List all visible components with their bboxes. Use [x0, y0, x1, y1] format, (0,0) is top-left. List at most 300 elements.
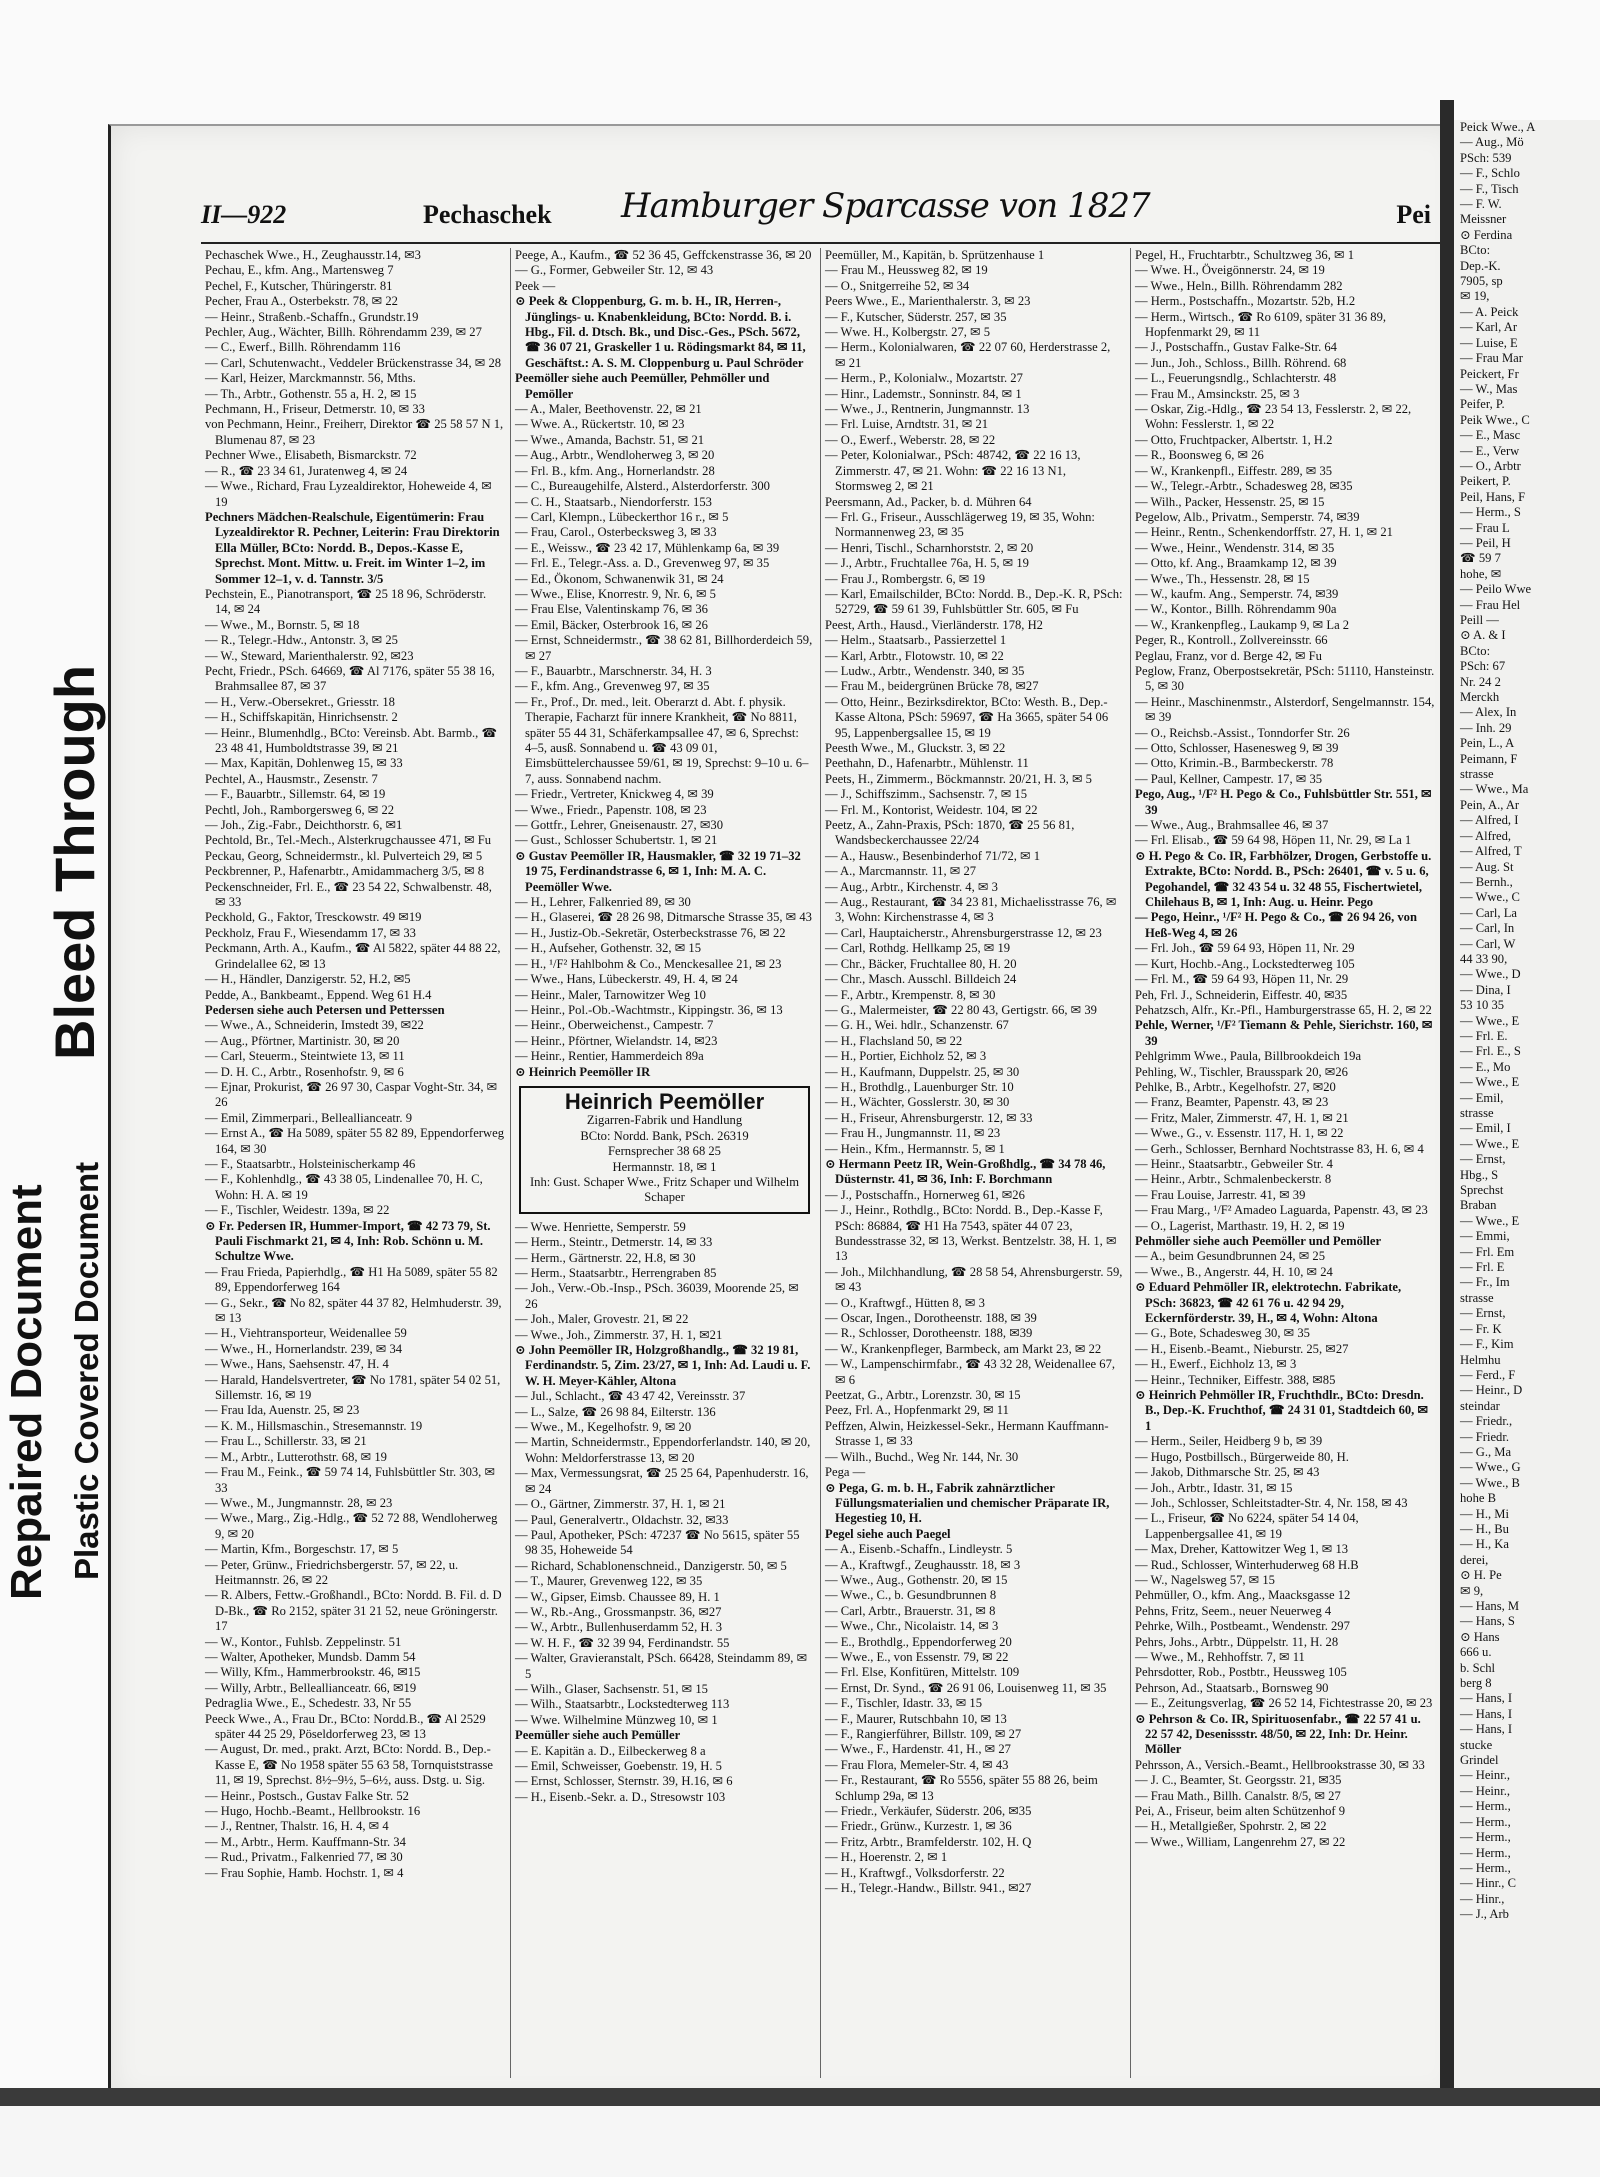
directory-entry: — F., Rangierführer, Billstr. 109, ✉ 27	[825, 1727, 1022, 1741]
directory-entry: — W., Nagelsweg 57, ✉ 15	[1135, 1572, 1275, 1587]
directory-entry: Pechner Wwe., Elisabeth, Bismarckstr. 72	[205, 448, 417, 463]
next-page-entry: Nr. 24 2	[1460, 674, 1501, 689]
next-page-entry: — Frl. E	[1460, 1260, 1505, 1275]
directory-entry: — J., Postschaffn., Gustav Falke-Str. 64	[1135, 340, 1337, 355]
directory-entry: — Joh., Schlosser, Schleitstadter-Str. 4, Nr. 158, ✉ 43	[1135, 1495, 1408, 1510]
directory-entry: — H., Wächter, Gosslerstr. 30, ✉ 30	[825, 1095, 1010, 1110]
directory-entry: — D. H. C., Arbtr., Rosenhofstr. 9, ✉ 6	[205, 1064, 404, 1079]
next-page-entry: ✉ 9,	[1460, 1583, 1484, 1598]
directory-entry: — Willy, Arbtr., Belleallianceatr. 66, ✉19	[205, 1680, 417, 1695]
directory-entry: — Wilh., Packer, Hessenstr. 25, ✉ 15	[1135, 494, 1325, 509]
directory-entry: Pecher, Frau A., Osterbekstr. 78, ✉ 22	[205, 294, 398, 309]
next-page-entry: strasse	[1460, 1290, 1494, 1305]
directory-entry: Peglow, Franz, Oberpostsekretär, PSch: 51110, Hansteinstr. 5, ✉ 30	[1135, 663, 1435, 694]
directory-entry: — Carl, Rothdg. Hellkamp 25, ✉ 19	[825, 941, 1011, 956]
ad-line5: Inh: Gust. Schaper Wwe., Fritz Schaper und Wilhelm Schaper	[529, 1174, 800, 1205]
next-page-entry: ⊙ Hans	[1460, 1629, 1500, 1644]
directory-entry: — E., Weissw., ☎ 23 42 17, Mühlenkamp 6a, ✉ 39	[515, 540, 780, 555]
directory-entry: — Paul, Generalvertr., Oldachstr. 32, ✉33	[515, 1512, 729, 1527]
directory-entry: Pechtold, Br., Tel.-Mech., Alsterkrugchaussee 471, ✉ Fu	[205, 833, 492, 848]
directory-entry: — Friedr., Vertreter, Knickweg 4, ✉ 39	[515, 787, 714, 802]
directory-entry: Pechstein, E., Pianotransport, ☎ 25 18 96, Schröderstr. 14, ✉ 24	[205, 586, 487, 617]
ad-line1: Zigarren-Fabrik und Handlung	[586, 1113, 743, 1128]
next-page-entry: Sprechst	[1460, 1183, 1504, 1198]
directory-entry: — W. H. F., ☎ 32 39 94, Ferdinandstr. 55	[515, 1635, 730, 1650]
directory-entry: — Joh., Zig.-Fabr., Deichthorstr. 6, ✉1	[205, 818, 403, 833]
directory-entry: Pego, Aug., ¹/F² H. Pego & Co., Fuhlsbüttler Str. 551, ✉ 39	[1135, 787, 1432, 817]
column-1	[201, 248, 511, 2078]
directory-entry: — Ernst, Schlosser, Sternstr. 39, H.16, ✉ 6	[515, 1774, 733, 1789]
directory-entry: — Frau Ida, Auenstr. 25, ✉ 23	[205, 1403, 360, 1418]
directory-entry: — W., Krankenpfleg., Laukamp 9, ✉ La 2	[1135, 617, 1350, 632]
directory-entry: — Wwe., William, Langenrehm 27, ✉ 22	[1135, 1834, 1346, 1849]
next-page-entry: — Heinr.,	[1460, 1768, 1511, 1783]
next-page-entry: b. Schl	[1460, 1660, 1495, 1675]
directory-entry: — A., Kraftwgf., Zeughausstr. 18, ✉ 3	[825, 1557, 1021, 1572]
directory-entry: — Carl, Arbtr., Brauerstr. 31, ✉ 8	[825, 1603, 996, 1618]
next-page-entry: — E., Masc	[1460, 428, 1521, 443]
next-page-entry: ✉ 19,	[1460, 289, 1490, 304]
directory-entry: — Ernst, Dr. Synd., ☎ 26 91 06, Louisenweg 11, ✉ 35	[825, 1680, 1107, 1695]
directory-entry: — R., ☎ 23 34 61, Juratenweg 4, ✉ 24	[205, 463, 408, 478]
directory-entry: — C., Bureaugehilfe, Alsterd., Alsterdorferstr. 300	[515, 479, 770, 494]
directory-entry: — Wilh., Glaser, Sachsenstr. 51, ✉ 15	[515, 1681, 708, 1696]
directory-entry: Pehrs, Johs., Arbtr., Düppelstr. 11, H. 28	[1135, 1634, 1339, 1649]
directory-entry: Peckenschneider, Frl. E., ☎ 23 54 22, Schwalbenstr. 48, ✉ 33	[205, 879, 492, 910]
directory-entry: ⊙ Pega, G. m. b. H., Fabrik zahnärztlicher Füllungsmaterialien und chemischer Präparate IR, Hegestieg 10, H.	[825, 1480, 1110, 1526]
next-page-entry: — Wwe., E	[1460, 1013, 1520, 1028]
directory-entry: Peersmann, Ad., Packer, b. d. Mühren 64	[825, 494, 1032, 509]
next-page-entry: — Frl. Em	[1460, 1244, 1515, 1259]
directory-entry: Peez, Frl. A., Hopfenmarkt 29, ✉ 11	[825, 1403, 1009, 1418]
directory-entry: Pehrsson, A., Versich.-Beamt., Hellbrookstrasse 30, ✉ 33	[1135, 1757, 1425, 1772]
column-2	[511, 248, 821, 2078]
directory-entry: — H., Kraftwgf., Volksdorferstr. 22	[825, 1865, 1005, 1880]
directory-entry: Pechtel, A., Hausmstr., Zesenstr. 7	[205, 771, 378, 786]
next-page-entry: — F., Tisch	[1460, 181, 1519, 196]
directory-entry: — Oscar, Ingen., Dorotheenstr. 188, ✉ 39	[825, 1311, 1037, 1326]
next-page-entry: Pein, L., A	[1460, 736, 1515, 751]
directory-entry: — A., Maler, Beethovenstr. 22, ✉ 21	[515, 402, 702, 417]
directory-entry: — Max, Dreher, Kattowitzer Weg 1, ✉ 13	[1135, 1542, 1349, 1557]
directory-entry: von Pechmann, Heinr., Freiherr, Direktor ☎ 25 58 57 N 1, Blumenau 87, ✉ 23	[205, 417, 504, 447]
directory-entry: — K. M., Hillsmaschin., Stresemannstr. 19	[205, 1418, 423, 1433]
next-page-entry: strasse	[1460, 767, 1494, 782]
directory-entry: — Ed., Ökonom, Schwanenwik 31, ✉ 24	[515, 571, 724, 586]
next-page-entry: — Frau L	[1460, 520, 1510, 535]
next-page-entry: — Wwe., B	[1460, 1475, 1520, 1490]
directory-entry: — F., kfm. Ang., Grevenweg 97, ✉ 35	[515, 679, 710, 694]
directory-entry: — H., Friseur, Ahrensburgerstr. 12, ✉ 33	[825, 1110, 1033, 1125]
bleed-through-label: Bleed Through	[43, 664, 106, 1060]
directory-entry: — Fr., Restaurant, ☎ Ro 5556, später 55 88 26, beim Schlump 29a, ✉ 13	[825, 1773, 1098, 1803]
directory-entry: — L., Salze, ☎ 26 98 84, Eilterstr. 136	[515, 1404, 716, 1419]
directory-entry: — M., Arbtr., Lutterothstr. 68, ✉ 19	[205, 1449, 387, 1464]
directory-entry: — F., Maurer, Rutschbahn 10, ✉ 13	[825, 1711, 1007, 1726]
next-page-entry: — F., Schlo	[1460, 166, 1520, 181]
directory-entry: — Wwe., Aug., Brahmsallee 46, ✉ 37	[1135, 818, 1329, 833]
next-page-entry: — Frl. E.	[1460, 1028, 1508, 1043]
directory-entry: — Heinr., Rentn., Schenkendorffstr. 27, H. 1, ✉ 21	[1135, 525, 1393, 540]
next-page-entry: — Herm.,	[1460, 1830, 1511, 1845]
directory-entry: — Wwe., A., Schneiderin, Imstedt 39, ✉22	[205, 1018, 424, 1033]
directory-entry: — Ejnar, Prokurist, ☎ 26 97 30, Caspar Voght-Str. 34, ✉ 26	[205, 1079, 498, 1110]
directory-entry: — Wwe., Friedr., Papenstr. 108, ✉ 23	[515, 802, 707, 817]
directory-entry: — Wwe., F., Hardenstr. 41, H., ✉ 27	[825, 1742, 1011, 1757]
directory-entry: — Herm., Steintr., Detmerstr. 14, ✉ 33	[515, 1235, 713, 1250]
next-page-entry: — Hans, M	[1460, 1599, 1520, 1613]
directory-entry: — Heinr., Maler, Tarnowitzer Weg 10	[515, 987, 706, 1002]
next-page-entry: — Karl, Ar	[1460, 320, 1518, 335]
next-page-entry: — Herm.,	[1460, 1860, 1511, 1875]
directory-entry: — Pego, Heinr., ¹/F² H. Pego & Co., ☎ 26 94 26, von Heß-Weg 4, ✉ 26	[1135, 910, 1417, 940]
next-page-entry: ☎ 59 7	[1460, 551, 1501, 566]
directory-entry: Pedde, A., Bankbeamt., Eppend. Weg 61 H.4	[205, 987, 432, 1002]
next-page-entry: — Wwe., Ma	[1460, 782, 1529, 797]
directory-entry: Pehling, W., Tischler, Brausspark 20, ✉26	[1135, 1064, 1348, 1079]
next-page-entry: — Inh. 29	[1460, 720, 1512, 735]
directory-entry: — Wwe., Aug., Gothenstr. 20, ✉ 15	[825, 1572, 1008, 1587]
directory-entry: — F., Tischler, Idastr. 33, ✉ 15	[825, 1696, 983, 1711]
range-end: Pei	[1396, 200, 1431, 229]
directory-entry: — J. C., Beamter, St. Georgsstr. 21, ✉35	[1135, 1773, 1342, 1788]
next-page-entry: ⊙ H. Pe	[1460, 1568, 1502, 1583]
directory-entry: — Wilh., Staatsarbtr., Lockstedterweg 113	[515, 1697, 730, 1712]
next-page-entry: Peil, Hans, F	[1460, 489, 1526, 504]
directory-entry: Peest, Arth., Hausd., Vierländerstr. 178, H2	[825, 617, 1043, 632]
directory-entry: — Wwe., Heln., Billh. Röhrendamm 282	[1135, 278, 1343, 293]
next-page-entry: — O., Arbtr	[1460, 458, 1521, 473]
next-page-entry: ⊙ A. & I	[1460, 628, 1506, 643]
directory-entry: — R., Boonsweg 6, ✉ 26	[1135, 448, 1264, 463]
directory-entry: — O., Kraftwgf., Hütten 8, ✉ 3	[825, 1295, 985, 1310]
page-fold	[1440, 100, 1454, 2100]
next-page-entry: Helmhu	[1460, 1352, 1501, 1367]
directory-entry: — Herm., Staatsarbtr., Herrengraben 85	[515, 1266, 717, 1280]
next-page-entry: Peifer, P.	[1460, 397, 1505, 412]
directory-entry: — Martin, Kfm., Borgeschstr. 17, ✉ 5	[205, 1542, 399, 1557]
directory-entry: — Otto, Krimin.-B., Barmbeckerstr. 78	[1135, 756, 1334, 771]
directory-entry: — L., Friseur, ☎ No 6224, später 54 14 04, Lappenbergsallee 41, ✉ 19	[1135, 1511, 1359, 1541]
directory-entry: ⊙ Pehrson & Co. IR, Spirituosenfabr., ☎ 22 57 41 u. 22 57 42, Desenissstr. 48/50, ✉ 22, Inh: Dr. Heinr. Möller	[1135, 1711, 1421, 1757]
directory-entry: Peger, R., Kontroll., Zollvereinsstr. 66	[1135, 633, 1328, 648]
directory-entry: — Ernst A., ☎ Ha 5089, später 55 82 89, Eppendorferweg 164, ✉ 30	[205, 1126, 504, 1156]
directory-entry: — T., Maurer, Grevenweg 122, ✉ 35	[515, 1574, 703, 1589]
directory-entry: — M., Arbtr., Herm. Kauffmann-Str. 34	[205, 1834, 406, 1849]
directory-entry: — O., Ewerf., Weberstr. 28, ✉ 22	[825, 432, 996, 447]
directory-entry: — Rud., Schlosser, Winterhuderweg 68 H.B	[1135, 1557, 1359, 1572]
directory-entry: Pehrsdotter, Rob., Postbtr., Heussweg 105	[1135, 1665, 1347, 1680]
directory-entry: — Wwe., M., Jungmannstr. 28, ✉ 23	[205, 1495, 393, 1510]
directory-entry: Pehrson, Ad., Staatsarb., Bornsweg 90	[1135, 1680, 1329, 1695]
directory-entry: — C. H., Staatsarb., Niendorferstr. 153	[515, 494, 712, 509]
directory-entry: — Frau M., Amsinckstr. 25, ✉ 3	[1135, 386, 1300, 401]
scan-bottom-margin	[0, 2106, 1600, 2177]
next-page-entry: — Ernst,	[1460, 1306, 1506, 1321]
next-page-entry: — Fr. K	[1460, 1321, 1502, 1336]
directory-entry: — Frl. Luise, Arndtstr. 31, ✉ 21	[825, 417, 989, 432]
directory-entry: — G., Bote, Schadesweg 30, ✉ 35	[1135, 1326, 1310, 1341]
directory-entry: — Wwe. Wilhelmine Münzweg 10, ✉ 1	[515, 1712, 718, 1727]
directory-entry: — Frau Louise, Jarrestr. 41, ✉ 39	[1135, 1187, 1306, 1202]
directory-entry: — H., Viehtransporteur, Weidenallee 59	[205, 1326, 407, 1341]
directory-entry: — Frau J., Rombergstr. 6, ✉ 19	[825, 571, 986, 586]
directory-entry: — G. H., Wei. hdlr., Schanzenstr. 67	[825, 1018, 1009, 1033]
directory-entry: — H., Ewerf., Eichholz 13, ✉ 3	[1135, 1357, 1297, 1372]
directory-entry: Pechmann, H., Friseur, Detmerstr. 10, ✉ 33	[205, 402, 425, 417]
next-page-entry: PSch: 67	[1460, 659, 1506, 674]
next-page-entry: — Heinr., D	[1460, 1383, 1523, 1398]
directory-entry: Pehlgrimm Wwe., Paula, Billbrookdeich 19a	[1135, 1049, 1362, 1064]
directory-entry: — J., Postschaffn., Hornerweg 61, ✉26	[825, 1187, 1025, 1202]
directory-entry: ⊙ Heinrich Peemöller IR	[515, 1064, 651, 1079]
next-page-entry: Merckh	[1460, 690, 1500, 705]
directory-entry: — J., Schiffszimm., Sachsenstr. 7, ✉ 15	[825, 787, 1028, 802]
directory-entry: — Herm., Gärtnerstr. 22, H.8, ✉ 30	[515, 1250, 696, 1265]
directory-entry: ⊙ John Peemöller IR, Holzgroßhandlg., ☎ 32 19 81, Ferdinandstr. 5, Zim. 23/27, ✉ 1, Inh: Ad. Laudi u. F. W. H. Meyer-Kähler, Altona	[515, 1343, 811, 1388]
directory-entry: — Helm., Staatsarb., Passierzettel 1	[825, 633, 1007, 648]
directory-entry: — Heinr., Straßenb.-Schaffn., Grundstr.19	[205, 309, 419, 324]
directory-entry: — Peter, Kolonialwar., PSch: 48742, ☎ 22 16 13, Zimmerstr. 47, ✉ 21. Wohn: ☎ 22 16 13 N1, Stormsweg 2, ✉ 21	[825, 448, 1081, 494]
directory-entry: — Friedr., Verkäufer, Süderstr. 206, ✉35	[825, 1804, 1032, 1819]
directory-entry: — Otto, kf. Ang., Braamkamp 12, ✉ 39	[1135, 556, 1337, 571]
directory-entry: — Wwe., M., Kegelhofstr. 9, ✉ 20	[515, 1420, 692, 1435]
directory-entry: — L., Feuerungsndlg., Schlachterstr. 48	[1135, 371, 1337, 386]
directory-entry: — G., Malermeister, ☎ 22 80 43, Gertigstr. 66, ✉ 39	[825, 1002, 1097, 1017]
next-page-entry: Grindel	[1460, 1753, 1499, 1768]
directory-entry: — Frau M., beidergrünen Brücke 78, ✉27	[825, 679, 1039, 694]
next-page-entry: 44 33 90,	[1460, 951, 1508, 966]
directory-entry: — Gerh., Schlosser, Bernhard Nochtstrasse 83, H. 6, ✉ 4	[1135, 1141, 1424, 1156]
directory-entry: Peeck Wwe., A., Frau Dr., BCto: Nordd.B., ☎ Al 2529 später 44 25 29, Pöseldorferweg 23, ✉ 13	[205, 1711, 486, 1741]
directory-entry: — Aug., Arbtr., Wendloherweg 3, ✉ 20	[515, 448, 715, 463]
directory-entry: — Hugo, Hochb.-Beamt., Hellbrookstr. 16	[205, 1804, 421, 1819]
next-page-entry: — Herm.,	[1460, 1799, 1511, 1814]
next-page-entry: — J., Arb	[1460, 1907, 1509, 1922]
margin-labels	[0, 0, 120, 2177]
directory-entry: — Walter, Apotheker, Mundsb. Damm 54	[205, 1649, 416, 1664]
directory-entry: — H., Glaserei, ☎ 28 26 98, Ditmarsche Strasse 35, ✉ 43	[515, 910, 812, 925]
directory-entry: — Wwe., H., Hornerlandstr. 239, ✉ 34	[205, 1341, 403, 1356]
next-page-entry: — H., Mi	[1460, 1506, 1509, 1521]
next-page-entry: Braban	[1460, 1198, 1497, 1213]
directory-entry: — Frau Math., Billh. Canalstr. 8/5, ✉ 27	[1135, 1788, 1341, 1803]
next-page-entry: 53 10 35	[1460, 998, 1505, 1013]
directory-entry: — Fritz, Arbtr., Bramfelderstr. 102, H. Q	[825, 1834, 1032, 1849]
directory-entry: — Karl, Emailschilder, BCto: Nordd. B., Dep.-K. R, PSch: 52729, ☎ 59 61 39, Fuhlsbüttler Str. 605, ✉ Fu	[825, 586, 1123, 617]
directory-entry: — Ernst, Schneidermstr., ☎ 38 62 81, Billhorderdeich 59, ✉ 27	[515, 633, 813, 663]
directory-entry: — H., Händler, Danzigerstr. 52, H.2, ✉5	[205, 972, 411, 987]
directory-entry: — Aug., Arbtr., Kirchenstr. 4, ✉ 3	[825, 879, 998, 894]
directory-entry: — Wwe., E., von Essenstr. 79, ✉ 22	[825, 1649, 1009, 1664]
next-page-entry: — Peilo Wwe	[1460, 582, 1532, 597]
directory-entry: — Frau H., Jungmannstr. 11, ✉ 23	[825, 1126, 1001, 1141]
directory-entry: — Carl, Steuerm., Steintwiete 13, ✉ 11	[205, 1049, 405, 1064]
directory-entry: — Th., Arbtr., Gothenstr. 55 a, H. 2, ✉ 15	[205, 386, 417, 401]
directory-entry: Peffzen, Alwin, Heizkessel-Sekr., Hermann Kauffmann-Strasse 1, ✉ 33	[825, 1418, 1109, 1449]
next-page-entry: — Emmi,	[1460, 1229, 1510, 1244]
directory-entry: — H., ¹/F² Hahlbohm & Co., Menckesallee 21, ✉ 23	[515, 956, 782, 971]
directory-entry: — H., Kaufmann, Duppelstr. 25, ✉ 30	[825, 1064, 1020, 1079]
directory-entry: — W., Gipser, Eimsb. Chaussee 89, H. 1	[515, 1589, 720, 1604]
directory-entry: — Wwe., M., Rehhoffstr. 7, ✉ 11	[1135, 1649, 1305, 1664]
directory-entry: — Harald, Handelsvertreter, ☎ No 1781, später 54 02 51, Sillemstr. 16, ✉ 19	[205, 1372, 501, 1403]
directory-entry: — Wwe., Joh., Zimmerstr. 37, H. 1, ✉21	[515, 1327, 723, 1342]
directory-entry: — W., Steward, Marienthalerstr. 92, ✉23	[205, 648, 414, 663]
directory-entry: — Hinr., Lademstr., Sonninstr. 84, ✉ 1	[825, 386, 1022, 401]
directory-entry: — Gottfr., Lehrer, Gneisenaustr. 27, ✉30	[515, 818, 724, 833]
next-page-entry: — Friedr.,	[1460, 1414, 1513, 1429]
next-page-entry: — Heinr.,	[1460, 1783, 1511, 1798]
directory-entry: Pehle, Werner, ¹/F² Tiemann & Pehle, Sierichstr. 160, ✉ 39	[1135, 1018, 1433, 1048]
directory-columns	[201, 248, 1441, 2078]
directory-entry: — Heinr., Techniker, Eiffestr. 388, ✉85	[1135, 1372, 1336, 1387]
directory-entry: — Frl. E., Telegr.-Ass. a. D., Grevenweg 97, ✉ 35	[515, 556, 770, 571]
directory-entry: Peemüller, M., Kapitän, b. Sprützenhause 1	[825, 248, 1045, 262]
directory-entry: Peesth Wwe., M., Gluckstr. 3, ✉ 22	[825, 741, 1006, 755]
directory-entry: Pehmüller, O., kfm. Ang., Maacksgasse 12	[1135, 1588, 1351, 1603]
directory-entry: Pecht, Friedr., PSch. 64669, ☎ Al 7176, später 55 38 16, Brahmsallee 87, ✉ 37	[205, 663, 495, 694]
next-page-entry: — Carl, In	[1460, 921, 1515, 936]
directory-entry: — H., Aufseher, Gothenstr. 32, ✉ 15	[515, 941, 701, 956]
directory-entry: — Emil, Schweisser, Goebenstr. 19, H. 5	[515, 1759, 722, 1773]
directory-entry: — W., Krankenpfleger, Barmbeck, am Markt 23, ✉ 22	[825, 1341, 1102, 1356]
directory-entry: — Franz, Beamter, Papenstr. 43, ✉ 23	[1135, 1095, 1329, 1110]
directory-entry: — Otto, Heinr., Bezirksdirektor, BCto: Westh. B., Dep.-Kasse Altona, PSch: 59697, ☎ Ha 3665, später 54 06 95, Lappenbergsallee 15, ✉ 19	[825, 694, 1109, 740]
directory-entry: Peckau, Georg, Schneidermstr., kl. Pulverteich 29, ✉ 5	[205, 848, 483, 863]
directory-entry: — Heinr., Arbtr., Schmalenbeckerstr. 8	[1135, 1172, 1332, 1187]
next-page-entry: strasse	[1460, 1106, 1494, 1120]
directory-entry: — R. Albers, Fettw.-Großhandl., BCto: Nordd. B. Fil. d. D D-Bk., ☎ Ro 2152, später 31 21 52, neue Gröningerstr. 17	[205, 1588, 502, 1634]
directory-entry: — Wwe. H., Kolbergstr. 27, ✉ 5	[825, 325, 991, 340]
next-page-entry: — H., Bu	[1460, 1521, 1509, 1536]
directory-entry: — W., Lampenschirmfabr., ☎ 43 32 28, Weidenallee 67, ✉ 6	[825, 1357, 1116, 1387]
directory-entry: — Heinr., Oberweichenst., Campestr. 7	[515, 1018, 714, 1033]
directory-entry: — Jun., Joh., Schloss., Billh. Röhrend. 68	[1135, 355, 1347, 370]
directory-entry: — J., Arbtr., Fruchtallee 76a, H. 5, ✉ 19	[825, 556, 1029, 571]
next-page-edge	[1454, 120, 1600, 2100]
next-page-entry: Hbg., S	[1460, 1167, 1499, 1182]
next-page-entry: — Frau Mar	[1460, 351, 1523, 366]
ad-title: Heinrich Peemöller	[564, 1088, 765, 1114]
advertisement-box	[519, 1086, 810, 1214]
directory-entry: — G., Former, Gebweiler Str. 12, ✉ 43	[515, 263, 714, 278]
directory-entry: — W., Krankenpfl., Eiffestr. 289, ✉ 35	[1135, 463, 1333, 478]
directory-entry: — E., Zeitungsverlag, ☎ 26 52 14, Fichtestrasse 20, ✉ 23	[1135, 1696, 1433, 1711]
directory-entry: Peh, Frl. J., Schneiderin, Eiffestr. 40, ✉35	[1135, 987, 1348, 1002]
next-page-entry: BCto:	[1460, 643, 1491, 658]
directory-entry: — Paul, Kellner, Campestr. 17, ✉ 35	[1135, 771, 1323, 786]
next-page-entry: — E., Mo	[1460, 1059, 1511, 1074]
directory-entry: Pegel, H., Fruchtarbtr., Schultzweg 36, ✉ 1	[1135, 248, 1355, 262]
next-page-entry: — F. W.	[1460, 197, 1502, 212]
directory-entry: — W., Kontor., Fuhlsb. Zeppelinstr. 51	[205, 1634, 402, 1649]
directory-entry: Pehmöller siehe auch Peemöller und Pemöller	[1135, 1234, 1382, 1248]
directory-entry: Pechler, Aug., Wächter, Billh. Röhrendamm 239, ✉ 27	[205, 325, 482, 340]
directory-entry: — Paul, Apotheker, PSch: 47237 ☎ No 5615, später 55 98 35, Hoheweide 54	[515, 1527, 800, 1558]
directory-entry: — Max, Kapitän, Dohlenweg 15, ✉ 33	[205, 756, 403, 771]
directory-entry: Peckhold, G., Faktor, Tresckowstr. 49 ✉19	[205, 910, 422, 925]
directory-entry: Peemüller siehe auch Pemüller	[515, 1728, 681, 1743]
directory-entry: Pegel siehe auch Paegel	[825, 1526, 951, 1541]
directory-entry: — F., Kutscher, Süderstr. 257, ✉ 35	[825, 309, 1007, 324]
directory-entry: — A., Hausw., Besenbinderhof 71/72, ✉ 1	[825, 848, 1041, 863]
directory-entry: Peckbrenner, P., Hafenarbtr., Amidammacherg 3/5, ✉ 8	[205, 864, 485, 879]
directory-entry: — O., Reichsb.-Assist., Tonndorfer Str. 26	[1135, 725, 1350, 740]
directory-entry: — Frau Frieda, Papierhdlg., ☎ H1 Ha 5089, später 55 82 89, Eppendorferweg 164	[205, 1264, 498, 1295]
directory-entry: — Wwe., G., v. Essenstr. 117, H. 1, ✉ 22	[1135, 1126, 1344, 1141]
next-page-entry: Pein, A., Ar	[1460, 797, 1520, 812]
next-page-entry: — Frau Hel	[1460, 597, 1521, 612]
directory-entry: — C., Ewerf., Billh. Röhrendamm 116	[205, 340, 401, 355]
directory-entry: — Hugo, Postbillsch., Bürgerweide 80, H.	[1135, 1449, 1349, 1464]
directory-entry: — Wwe. A., Rückertstr. 10, ✉ 23	[515, 417, 685, 432]
directory-entry: Peethahn, D., Hafenarbtr., Mühlenstr. 11	[825, 756, 1029, 771]
directory-entry: — Jakob, Dithmarsche Str. 25, ✉ 43	[1135, 1465, 1320, 1480]
directory-entry: Peers Wwe., E., Marienthalerstr. 3, ✉ 23	[825, 294, 1031, 309]
directory-entry: — Joh., Milchhandlung, ☎ 28 58 54, Ahrensburgerstr. 59, ✉ 43	[825, 1264, 1123, 1295]
directory-entry: — Friedr., Grünw., Kurzestr. 1, ✉ 36	[825, 1819, 1012, 1834]
directory-entry: ⊙ Fr. Pedersen IR, Hummer-Import, ☎ 42 73 79, St. Pauli Fischmarkt 21, ✉ 4, Inh: Rob. Schönn u. M. Schultze Wwe.	[205, 1218, 491, 1264]
directory-entry: ⊙ Hermann Peetz IR, Wein-Großhdlg., ☎ 34 78 46, Düsternstr. 41, ✉ 36, Inh: F. Borchmann	[825, 1156, 1106, 1187]
directory-entry: — Wwe., Elise, Knorrestr. 9, Nr. 6, ✉ 5	[515, 586, 716, 601]
directory-entry: — H., Eisenb.-Sekr. a. D., Stresowstr 103	[515, 1789, 726, 1804]
next-page-entry: — Emil, I	[1460, 1121, 1511, 1136]
directory-entry: — H., Hoerenstr. 2, ✉ 1	[825, 1850, 948, 1865]
ad-line3: Fernsprecher 38 68 25	[608, 1144, 721, 1159]
next-page-entry: — Friedr.	[1460, 1429, 1509, 1444]
directory-entry: — A., beim Gesundbrunnen 24, ✉ 25	[1135, 1249, 1325, 1264]
next-page-entry: ⊙ Ferdina	[1460, 227, 1513, 242]
directory-entry: — Frau Marg., ¹/F² Amadeo Laguarda, Papenstr. 43, ✉ 23	[1135, 1203, 1428, 1218]
next-page-entry: — Carl, La	[1460, 905, 1518, 920]
directory-entry: — Frl. Elisab., ☎ 59 64 98, Höpen 11, Nr. 29, ✉ La 1	[1135, 833, 1412, 848]
directory-entry: — Frau M., Heussweg 82, ✉ 19	[825, 263, 988, 278]
directory-entry: — Wwe., Hans, Lübeckerstr. 49, H. 4, ✉ 24	[515, 972, 738, 987]
directory-entry: Pega —	[825, 1465, 866, 1480]
directory-entry: — Hein., Kfm., Hermannstr. 5, ✉ 1	[825, 1141, 1005, 1156]
directory-entry: — F., Tischler, Weidestr. 139a, ✉ 22	[205, 1203, 390, 1218]
next-page-entry: — H., Ka	[1460, 1537, 1509, 1552]
next-page-entry: — Dina, I	[1460, 982, 1511, 997]
directory-entry: — Martin, Schneidermstr., Eppendorferlandstr. 140, ✉ 20, Wohn: Meldorferstrasse 13, ✉ 20	[515, 1435, 811, 1465]
directory-entry: — Gust., Schlosser Schubertstr. 1, ✉ 21	[515, 833, 718, 848]
directory-entry: — Wwe. H., Öveigönnerstr. 24, ✉ 19	[1135, 263, 1325, 278]
next-page-entry: — Wwe., C	[1460, 890, 1520, 905]
next-page-entry: stucke	[1460, 1737, 1493, 1752]
column-3	[821, 248, 1131, 2078]
directory-entry: — Heinr., Staatsarbtr., Gebweiler Str. 4	[1135, 1156, 1333, 1171]
directory-entry: Peckmann, Arth. A., Kaufm., ☎ Al 5822, später 44 88 22, Grindelallee 62, ✉ 13	[205, 941, 501, 971]
directory-entry: — H., Lehrer, Falkenried 89, ✉ 30	[515, 895, 691, 910]
directory-entry: Pedraglia Wwe., E., Schedestr. 33, Nr 55	[205, 1696, 412, 1711]
next-page-entry: — Wwe., E	[1460, 1075, 1520, 1090]
next-page-entry: — A. Peick	[1460, 304, 1519, 319]
directory-entry: — Heinr., Pförtner, Wielandstr. 14, ✉23	[515, 1033, 718, 1048]
directory-entry: — Frl. Else, Konfitüren, Mittelstr. 109	[825, 1665, 1020, 1680]
directory-entry: — Aug., Pförtner, Martinistr. 30, ✉ 20	[205, 1033, 400, 1048]
next-page-entry: — Herm.,	[1460, 1845, 1511, 1860]
directory-entry: — Wwe., M., Bornstr. 5, ✉ 18	[205, 617, 360, 632]
directory-entry: — Karl, Heizer, Marckmannstr. 56, Mths.	[205, 371, 416, 386]
directory-entry: — Wwe., B., Angerstr. 44, H. 10, ✉ 24	[1135, 1264, 1333, 1279]
next-page-entry: — Hinr.,	[1460, 1891, 1505, 1906]
directory-entry: — Frl. M., ☎ 59 64 93, Höpen 11, Nr. 29	[1135, 972, 1349, 987]
next-page-entry: — Bernh.,	[1460, 874, 1513, 889]
next-page-entry: — Hans, I	[1460, 1706, 1513, 1721]
next-page-entry: — Peil, H	[1460, 535, 1511, 550]
directory-entry: — Jul., Schlacht., ☎ 43 47 42, Vereinsstr. 37	[515, 1389, 746, 1404]
